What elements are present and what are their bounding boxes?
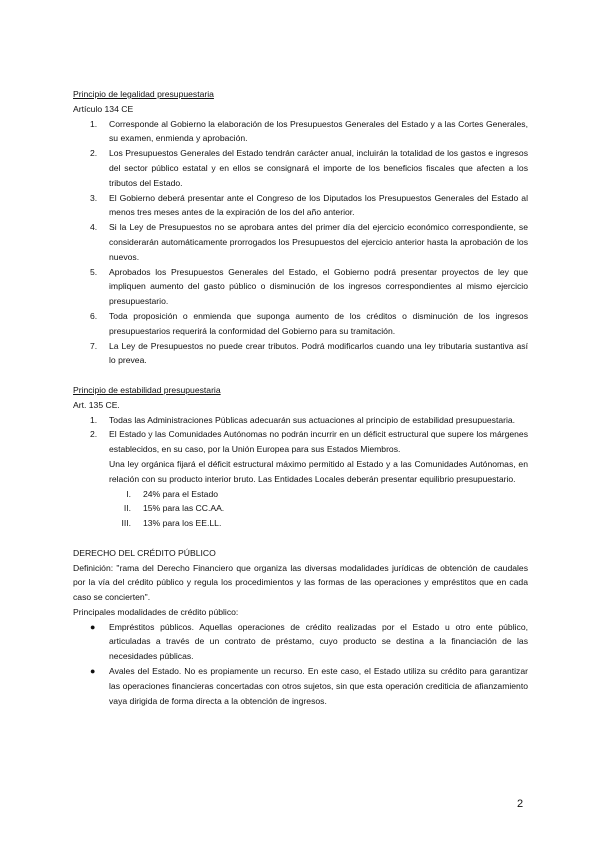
bullet-item: ● Avales del Estado. No es propiamente un recurso. En este caso, el Estado utiliza su crédito para garantizar las operaciones financieras concertadas con otros sujetos, sin que esta operación crediticia de afianzamiento vaya dirigida de forma directa a la obtención de ingresos. (90, 666, 528, 706)
article-134: Artículo 134 CE (73, 103, 134, 114)
section-title-legalidad: Principio de legalidad presupuestaria (73, 89, 214, 99)
modalities-list (73, 620, 528, 709)
list-item: 1. Todas las Administraciones Públicas adecuarán sus actuaciones al principio de estabilidad presupuestaria. (90, 414, 516, 425)
section-title-estabilidad: Principio de estabilidad presupuestaria (73, 384, 221, 395)
modalities-title: Principales modalidades de crédito público: (73, 606, 239, 617)
article-134-list (73, 117, 528, 369)
sublist-item: II. 15% para las CC.AA. (123, 503, 225, 514)
list-item: 2. Los Presupuestos Generales del Estado tendrán carácter anual, incluirán la totalidad de los gastos e ingresos del sector público estatal y en ellos se consignará el importe de los beneficios fiscales que afecten a los tributos del Estado. (90, 148, 528, 188)
bullet-icon: ● (90, 666, 96, 677)
continuation-paragraph: Una ley orgánica fijará el déficit estructural máximo permitido al Estado y a las Comunidades Autónomas, en relación con su producto interior bruto. Las Entidades Locales deberán presentar equilibrio presupuestario. (109, 458, 528, 484)
bullet-item: ● Empréstitos públicos. Aquellas operaciones de crédito realizadas por el Estado u otro ente público, articuladas a través de un contrato de préstamo, cuyo producto se destina a la financiación de las necesidades públicas. (90, 621, 528, 662)
definition-paragraph: Definición: "rama del Derecho Financiero que organiza las diversas modalidades jurídicas de obtención de caudales por la vía del crédito público y regula los procedimientos y las formas de las operaciones y empréstitos que en cada caso se concierten". (73, 562, 528, 603)
list-item: 5. Aprobados los Presupuestos Generales del Estado, el Gobierno podrá presentar proyectos de ley que impliquen aumento del gasto público o disminución de los ingresos correspondientes al mismo ejercicio presupuestario. (90, 266, 528, 307)
deficit-sublist (73, 487, 528, 531)
list-item: 2. El Estado y las Comunidades Autónomas no podrán incurrir en un déficit estructural que supere los márgenes establecidos, en su caso, por la Unión Europea para sus Estados Miembros. Una ley orgánica fijará el déficit estructural máximo permitido al Estado y a las Comunidades Autónomas, en relación con su producto interior bruto. Las Entidades Locales deberán presentar equilibrio presupuestario. (73, 427, 528, 486)
article-135-list (73, 413, 528, 487)
article-135: Art. 135 CE. (73, 399, 120, 410)
list-item: 3. El Gobierno deberá presentar ante el Congreso de los Diputados los Presupuestos Generales del Estado al menos tres meses antes de la expiración de los del año anterior. (90, 192, 528, 218)
list-item: 4. Si la Ley de Presupuestos no se aprobara antes del primer día del ejercicio económico correspondiente, se considerarán automáticamente prorrogados los Presupuestos del ejercicio anterior hasta la aprobación de los nuevos. (90, 222, 528, 262)
list-item: 1. Corresponde al Gobierno la elaboración de los Presupuestos Generales del Estado y a las Cortes Generales, su examen, enmienda y aprobación. (90, 118, 528, 144)
sublist-item: III. 13% para los EE.LL. (121, 518, 222, 529)
bullet-icon: ● (90, 621, 96, 632)
sublist-item: I. 24% para el Estado (126, 488, 219, 499)
page-number: 2 (517, 798, 524, 810)
document-page (73, 87, 528, 708)
section-title-credito: DERECHO DEL CRÉDITO PÚBLICO (73, 547, 216, 558)
list-item: 7. La Ley de Presupuestos no puede crear tributos. Podrá modificarlos cuando una ley tributaria sustantiva así lo prevea. (90, 340, 528, 366)
list-item: 6. Toda proposición o enmienda que suponga aumento de los créditos o disminución de los ingresos presupuestarios requerirá la conformidad del Gobierno para su tramitación. (90, 310, 528, 336)
